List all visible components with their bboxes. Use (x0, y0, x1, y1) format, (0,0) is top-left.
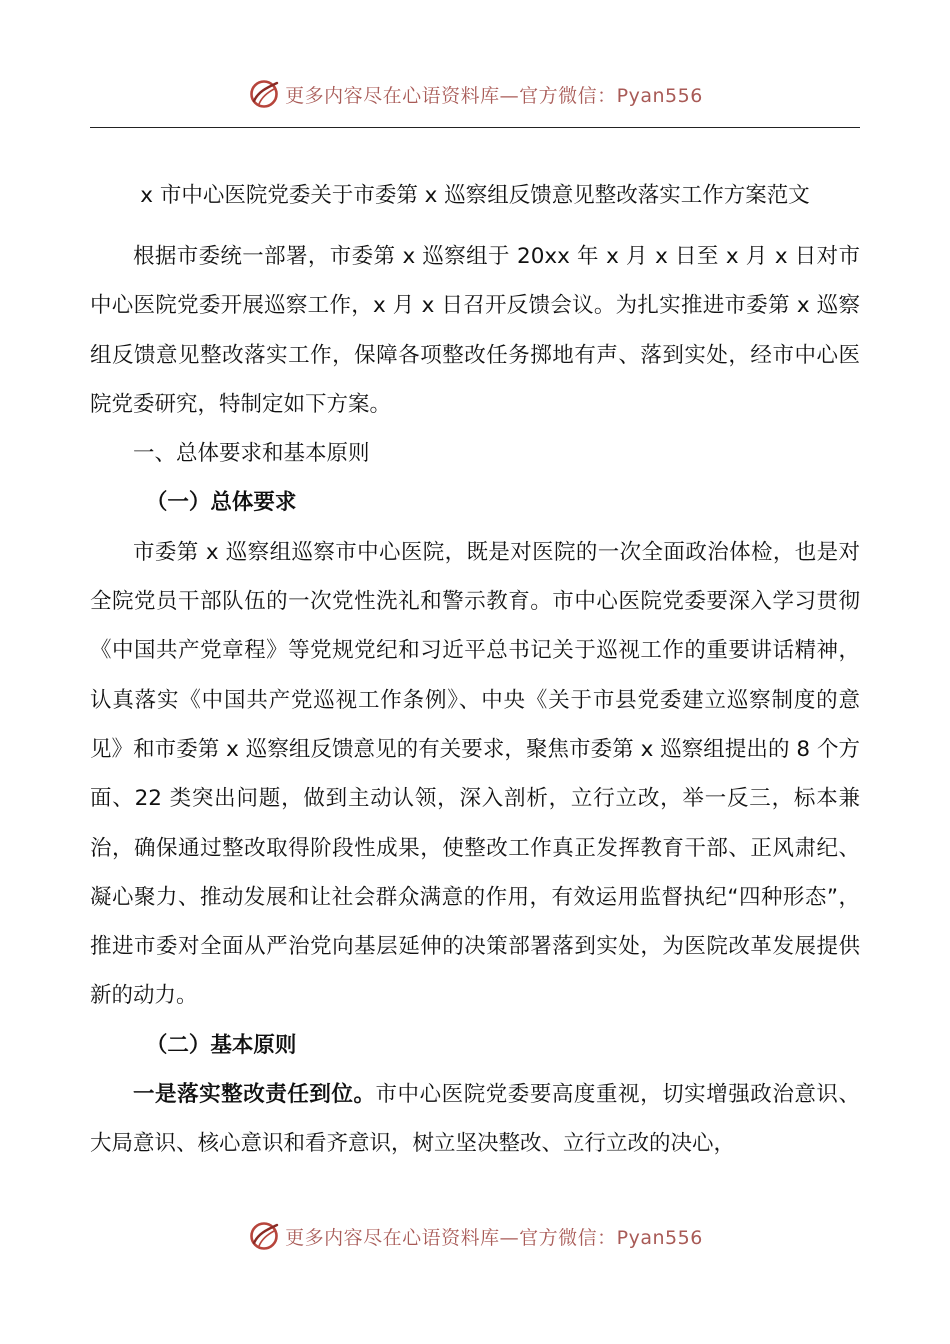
subsection-heading-2: （二）基本原则 (145, 1032, 297, 1058)
brand-logo-icon (247, 1219, 281, 1253)
watermark-footer (0, 1216, 950, 1256)
document-title: x 市中心医院党委关于市委第 x 巡察组反馈意见整改落实工作方案范文 (140, 183, 810, 208)
watermark-header (0, 74, 950, 114)
document-body (90, 232, 860, 1169)
principle-body: 市中心医院党委要高度重视，切实增强政治意识、大局意识、核心意识和看齐意识，树立坚决整改、立行立改的决心， (90, 1082, 860, 1157)
general-requirements-paragraph: 市委第 x 巡察组巡察市中心医院，既是对医院的一次全面政治体检，也是对全院党员干部队伍的一次党性洗礼和警示教育。市中心医院党委要深入学习贯彻《中国共产党章程》等党规党纪和习近平总书记关于巡视工作的重要讲话精神，认真落实《中国共产党巡视工作条例》、中央《关于市县党委建立巡察制度的意见》和市委第 x 巡察组反馈意见的有关要求，聚焦市委第 x 巡察组提出的 8 个方面、22 类突出问题，做到主动认领，深入剖析，立行立改，举一反三，标本兼治，确保通过整改取得阶段性成果，使整改工作真正发挥教育干部、正风肃纪、凝心聚力、推动发展和让社会群众满意的作用，有效运用监督执纪“四种形态”，推进市委对全面从严治党向基层延伸的决策部署落到实处，为医院改革发展提供新的动力。 (90, 539, 860, 1009)
wechat-id: Pyan556 (616, 84, 703, 107)
wechat-id: Pyan556 (616, 1226, 703, 1249)
intro-paragraph: 根据市委统一部署，市委第 x 巡察组于 20xx 年 x 月 x 日至 x 月 x 日对市中心医院党委开展巡察工作，x 月 x 日召开反馈会议。为扎实推进市委第 x 巡察组反馈意见整改落实工作，保障各项整改任务掷地有声、落到实处，经市中心医院党委研究，特制定如下方案。 (90, 244, 860, 417)
header-divider (90, 127, 860, 128)
watermark-text: 更多内容尽在心语资料库—官方微信：Pyan556 (285, 1226, 703, 1249)
watermark-text: 更多内容尽在心语资料库—官方微信：Pyan556 (285, 84, 703, 107)
subsection-heading-1: （一）总体要求 (145, 490, 297, 516)
brand-logo-icon (247, 77, 281, 111)
section-heading-1: 一、总体要求和基本原则 (133, 441, 370, 467)
principle-paragraph-1 (90, 1070, 860, 1169)
principle-lead: 一是落实整改责任到位。 (133, 1082, 376, 1108)
